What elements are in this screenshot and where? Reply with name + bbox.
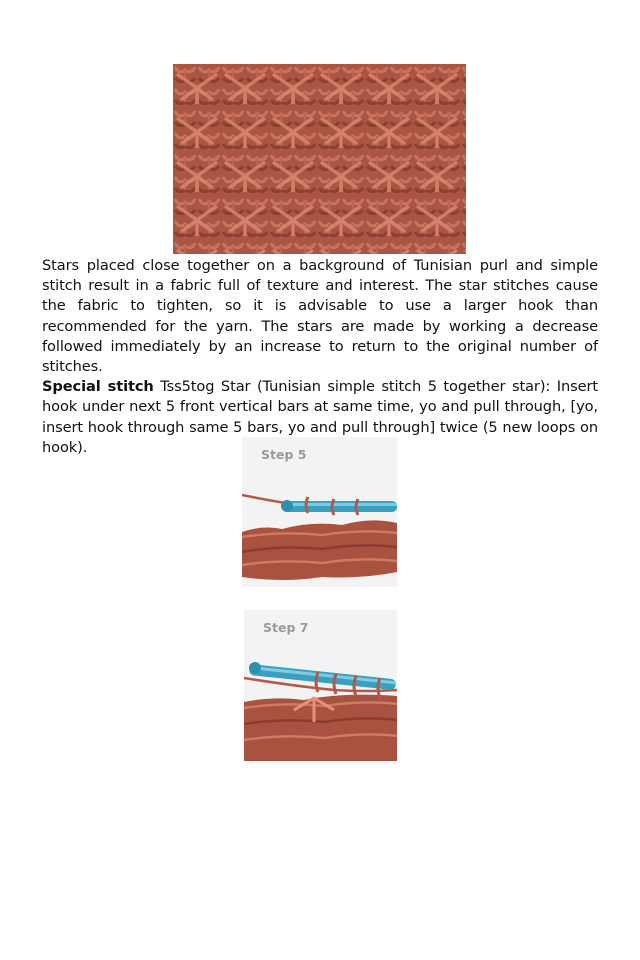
step-label: Step 5 [261, 447, 307, 462]
description-paragraph: Stars placed close together on a background of Tunisian purl and simple stitch result in a fabric full of texture and interest. The star stitches cause the fabric to tighten, so it is advisable to use a larger hook than recommended for the yarn. The stars are made by working a decrease followed immediately by an increase to return to the original number of stitches. [42, 257, 598, 376]
knit-swatch-image [173, 64, 466, 254]
special-stitch-label: Special stitch [42, 378, 154, 396]
knit-swatch-photo-icon [173, 64, 466, 254]
step-7-photo [244, 610, 397, 761]
special-stitch-text: Tss5tog Star (Tunisian simple stitch 5 together star): Insert hook under next 5 front vertical bars at same time, yo and pull through, [yo, insert hook through same 5 bars, yo and pull through] twice (5 new loops on hook). [42, 378, 598, 456]
pattern-description [42, 256, 598, 458]
step-5-photo [242, 437, 397, 587]
step-label: Step 7 [263, 620, 309, 635]
